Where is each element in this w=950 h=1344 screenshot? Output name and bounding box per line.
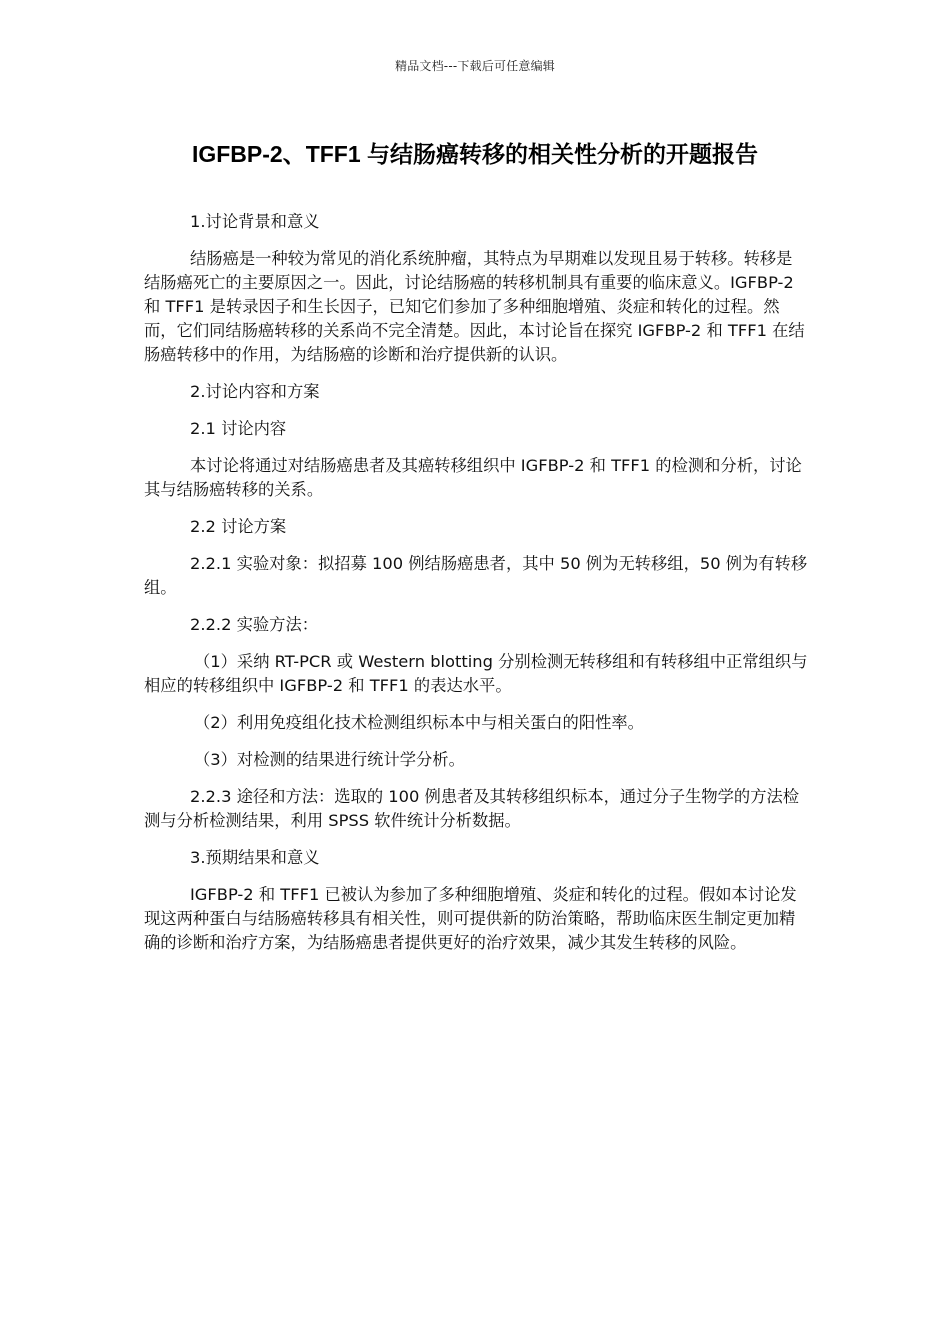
subsection-heading-2-2-2: 2.2.2 实验方法： xyxy=(190,615,319,634)
subsection-paragraph-2-2-3: 2.2.3 途径和方法：选取的 100 例患者及其转移组织标本，通过分子生物学的方法检测与分析检测结果，利用 SPSS 软件统计分析数据。 xyxy=(144,787,800,830)
document-title: IGFBP-2、TFF1 与结肠癌转移的相关性分析的开题报告 xyxy=(191,141,759,167)
method-item-2: （2）利用免疫组化技术检测组织标本中与相关蛋白的阳性率。 xyxy=(194,713,644,732)
document-body xyxy=(144,210,808,968)
subsection-heading-2-2: 2.2 讨论方案 xyxy=(190,517,287,536)
subsection-heading-2-1: 2.1 讨论内容 xyxy=(190,419,287,438)
section-paragraph-3: IGFBP-2 和 TFF1 已被认为参加了多种细胞增殖、炎症和转化的过程。假如本讨论发现这两种蛋白与结肠癌转移具有相关性，则可提供新的防治策略，帮助临床医生制定更加精确的诊断和治疗方案，为结肠癌患者提供更好的治疗效果，减少其发生转移的风险。 xyxy=(144,885,797,952)
section-heading-2: 2.讨论内容和方案 xyxy=(190,382,320,401)
method-item-1: （1）采纳 RT-PCR 或 Western blotting 分别检测无转移组和有转移组中正常组织与相应的转移组织中 IGFBP-2 和 TFF1 的表达水平。 xyxy=(144,652,808,695)
header-note: 精品文档---下载后可任意编辑 xyxy=(395,59,555,73)
section-heading-3: 3.预期结果和意义 xyxy=(190,848,320,867)
section-heading-1: 1.讨论背景和意义 xyxy=(190,212,320,231)
subsection-paragraph-2-2-1: 2.2.1 实验对象：拟招募 100 例结肠癌患者，其中 50 例为无转移组，50 例为有转移组。 xyxy=(144,554,808,597)
method-item-3: （3）对检测的结果进行统计学分析。 xyxy=(194,750,465,769)
section-paragraph-1: 结肠癌是一种较为常见的消化系统肿瘤，其特点为早期难以发现且易于转移。转移是结肠癌死亡的主要原因之一。因此，讨论结肠癌的转移机制具有重要的临床意义。IGFBP-2 和 TFF1 是转录因子和生长因子，已知它们参加了多种细胞增殖、炎症和转化的过程。然而，它们同结肠癌转移的关系尚不完全清楚。因此，本讨论旨在探究 IGFBP-2 和 TFF1 在结肠癌转移中的作用，为结肠癌的诊断和治疗提供新的认识。 xyxy=(144,249,805,364)
subsection-paragraph-2-1: 本讨论将通过对结肠癌患者及其癌转移组织中 IGFBP-2 和 TFF1 的检测和分析，讨论其与结肠癌转移的关系。 xyxy=(144,456,802,499)
